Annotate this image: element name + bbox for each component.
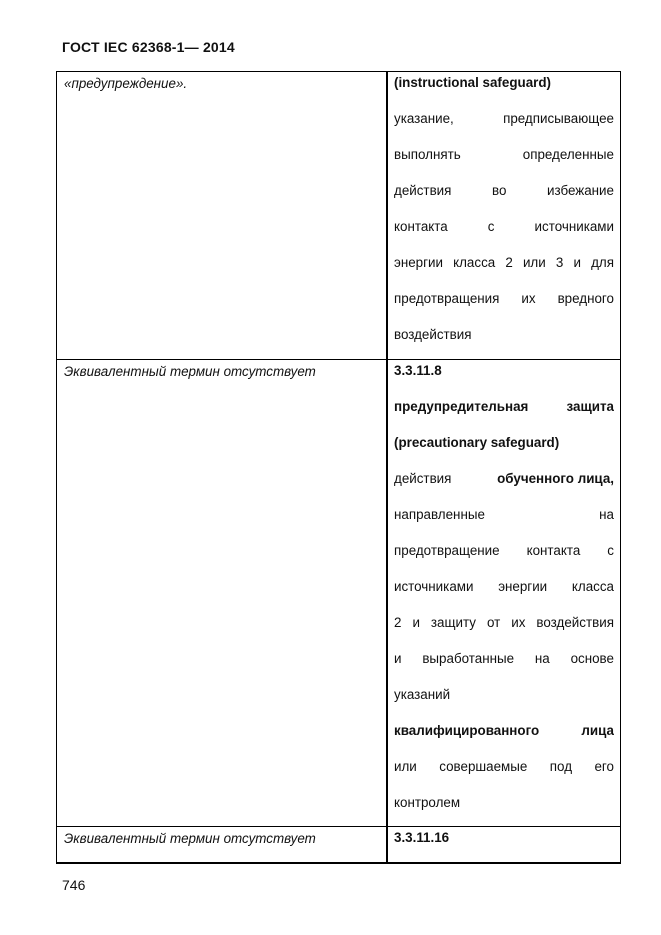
table-row xyxy=(57,827,620,862)
word: вредного xyxy=(557,291,614,306)
term-english: (instructional safeguard) xyxy=(394,75,551,90)
word: или xyxy=(394,759,417,774)
word: для xyxy=(591,255,614,270)
definition-line: указаний xyxy=(394,687,451,702)
word: источниками xyxy=(534,219,614,234)
term-number: 3.3.11.8 xyxy=(394,363,442,378)
word: избежание xyxy=(546,183,614,198)
word: контакта xyxy=(394,219,448,234)
definition-line: воздействия xyxy=(394,327,472,342)
word: их xyxy=(521,291,536,306)
equivalent-term-cell: Эквивалентный термин отсутствует xyxy=(57,360,388,826)
word: контакта xyxy=(526,543,581,558)
word: предупредительная xyxy=(394,399,529,414)
word: на xyxy=(534,651,550,666)
table-row xyxy=(57,72,620,360)
word: квалифицированного xyxy=(394,723,540,738)
definition-line xyxy=(394,504,614,540)
word: воздействия xyxy=(536,615,614,630)
word: основе xyxy=(570,651,614,666)
definition-line xyxy=(394,216,614,252)
term-russian xyxy=(394,396,614,432)
term-reference xyxy=(394,720,614,756)
word: 3 xyxy=(555,255,564,270)
word: предписывающее xyxy=(503,111,614,126)
definition-line xyxy=(394,540,614,576)
word: энергии xyxy=(498,579,548,594)
definition-line: контролем xyxy=(394,795,461,810)
word: класса xyxy=(571,579,614,594)
term-number: 3.3.11.16 xyxy=(394,830,450,845)
word: предотвращения xyxy=(394,291,500,306)
definition-line xyxy=(394,756,614,792)
word: направленные xyxy=(394,507,485,522)
word: действия xyxy=(394,183,452,198)
definition-line xyxy=(394,468,614,504)
definition-cell xyxy=(388,72,620,359)
word: или xyxy=(522,255,546,270)
word: указание, xyxy=(394,111,454,126)
word: их xyxy=(511,615,526,630)
document-header: ГОСТ IEC 62368-1— 2014 xyxy=(62,39,235,55)
table-row xyxy=(57,360,620,827)
page-number: 746 xyxy=(62,877,86,893)
word: во xyxy=(491,183,507,198)
word: лица xyxy=(581,723,614,738)
word: энергии xyxy=(394,255,443,270)
word: выработанные xyxy=(422,651,515,666)
word: под xyxy=(549,759,573,774)
term-english: (precautionary safeguard) xyxy=(394,435,560,450)
word: предотвращение xyxy=(394,543,500,558)
word: и xyxy=(412,615,420,630)
definition-cell xyxy=(388,827,620,862)
definition-cell xyxy=(388,360,620,826)
definition-line xyxy=(394,576,614,612)
word: 2 xyxy=(505,255,513,270)
definition-line xyxy=(394,180,614,216)
word: его xyxy=(594,759,614,774)
term-reference: обученного лица, xyxy=(497,471,614,486)
word: совершаемые xyxy=(439,759,528,774)
word: от xyxy=(486,615,501,630)
definition-line xyxy=(394,288,614,324)
word: защиту xyxy=(430,615,476,630)
word: с xyxy=(487,219,495,234)
definition-line xyxy=(394,144,614,180)
word: определенные xyxy=(522,147,614,162)
word: и xyxy=(573,255,581,270)
word: с xyxy=(607,543,614,558)
definition-line xyxy=(394,612,614,648)
equivalent-term-cell: «предупреждение». xyxy=(57,72,388,359)
word: источниками xyxy=(394,579,474,594)
word: действия xyxy=(394,471,452,486)
definition-line xyxy=(394,252,614,288)
word: защита xyxy=(566,399,614,414)
word: и xyxy=(394,651,402,666)
definition-line xyxy=(394,648,614,684)
word: 2 xyxy=(394,615,402,630)
terms-table xyxy=(56,71,621,864)
word: класса xyxy=(453,255,496,270)
equivalent-term-cell: Эквивалентный термин отсутствует xyxy=(57,827,388,862)
word: на xyxy=(599,507,614,522)
definition-line xyxy=(394,108,614,144)
word: выполнять xyxy=(394,147,461,162)
